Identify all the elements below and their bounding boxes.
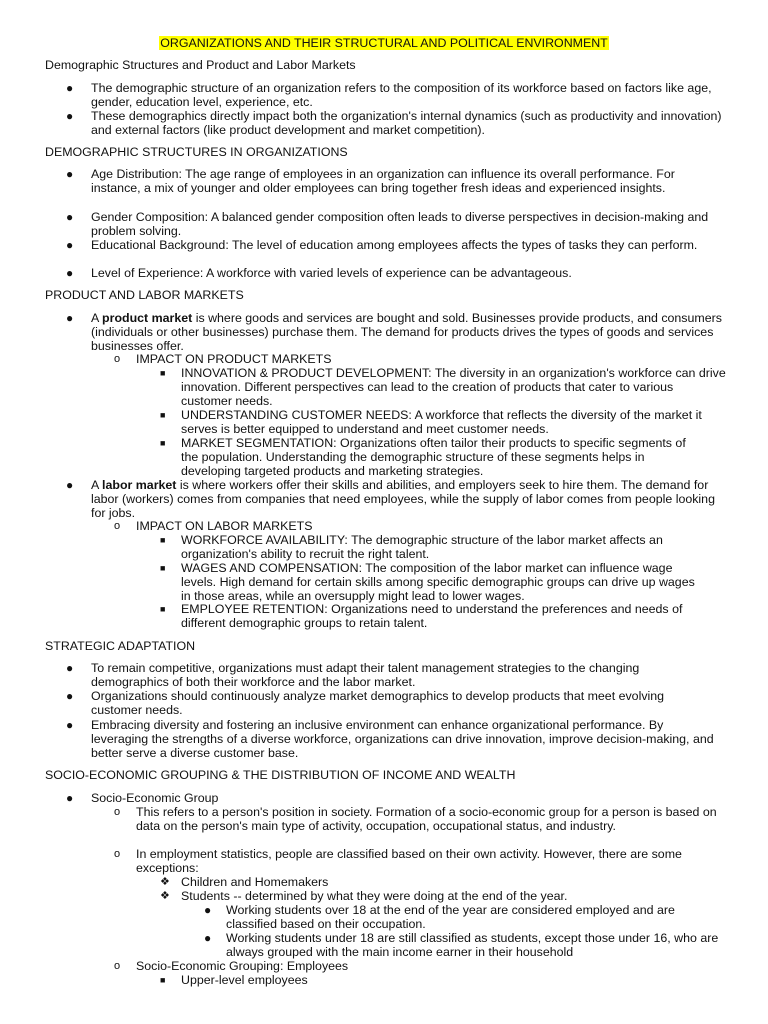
disc-bullet-icon: ● [66, 167, 74, 181]
diamond-bullet-icon: ❖ [160, 890, 170, 902]
term-product-market: product market [102, 311, 193, 325]
disc-bullet-icon: ● [66, 210, 74, 224]
diamond-bullet-icon: ❖ [160, 876, 170, 888]
disc-bullet-icon: ● [66, 109, 74, 123]
document-page: ORGANIZATIONS AND THEIR STRUCTURAL AND POLITICAL ENVIRONMENT Demographic Structures and Product and Labor Markets ● The demographic structure of an organization refers to the composition of its workforce based on factors like age, gender, education level, experience, etc. ● These demographics directly impact both the organization's internal dynamics (such as productivity and innovation) and external factors (like product development and market competition). DEMOGRAPHIC STRUCTURES IN ORGANIZATIONS ● Age Distribution: The age range of employees in an organization can influence its overall performance. For instance, a mix of younger and older employees can bring together fresh ideas and experienced insights. ● Gender Composition: A balanced gender composition often leads to diverse perspectives in decision-making and problem solving. ● Educational Background: The level of education among employees affects the types of tasks they can perform. ● Level of Experience: A workforce with varied levels of experience can be advantageous. PRODUCT AND LABOR MARKETS ● A product market is where goods and services are bought and sold. Businesses provide products, and consumers (individuals or other businesses) purchase them. The demand for products drives the types of goods and services businesses offer. o IMPACT ON PRODUCT MARKETS ■ INNOVATION & PRODUCT DEVELOPMENT: The diversity in an organization's workforce can drive innovation. Different perspectives can lead to the creation of products that cater to various customer needs. ■ UNDERSTANDING CUSTOMER NEEDS: A workforce that reflects the diversity of the market it serves is better equipped to understand and meet customer needs. ■ MARKET SEGMENTATION: Organizations often tailor their products to specific segments of the population. Understanding the demographic structure of these segments helps in developing targeted products and marketing strategies. ● A labor market is where workers offer their skills and abilities, and employers seek to hire them. The demand for labor (workers) comes from companies that need employees, while the supply of labor comes from people looking for jobs. o IMPACT ON LABOR MARKETS ■ WORKFORCE AVAILABILITY: The demographic structure of the labor market affects an organization's ability to recruit the right talent. ■ WAGES AND COMPENSATION: The composition of the labor market can influence wage levels. High demand for certain skills among specific demographic groups can drive up wages in those areas, while an oversupply might lead to lower wages. ■ EMPLOYEE RETENTION: Organizations need to understand the preferences and needs of different demographic groups to retain talent. STRATEGIC ADAPTATION ● To remain competitive, organizations must adapt their talent management strategies to the changing demographics of both their workforce and the labor market. ● Organizations should continuously analyze market demographics to develop products that meet evolving customer needs. ● Embracing diversity and fostering an inclusive environment can enhance organizational performance. By leveraging the strengths of a diverse workforce, organizations can drive innovation, improve decision-making, and better serve a diverse customer base. SOCIO-ECONOMIC GROUPING & THE DISTRIBUTION OF INCOME AND WEALTH ● Socio-Economic Group o This refers to a person's position in society. Formation of a socio-economic group for a person is based on data on the person's main type of activity, occupation, occupational status, and industry. o In employment statistics, people are classified based on their own activity. However, there are some exceptions: ❖ Children and Homemakers ❖ Students -- determined by what they were doing at the end of the year. ● Working students over 18 at the end of the year are considered employed and are classified based on their occupation. ● Working students under 18 are still classified as students, except those under 16, who are always grouped with the main income earner in their household o Socio-Economic Grouping: Employees ■ Upper-level employees [45, 36, 726, 987]
disc-bullet-icon: ● [66, 238, 74, 252]
document-title: ORGANIZATIONS AND THEIR STRUCTURAL AND POLITICAL ENVIRONMENT [160, 36, 608, 50]
square-bullet-icon: ■ [160, 410, 166, 420]
disc-bullet-icon: ● [66, 266, 74, 280]
disc-bullet-icon: ● [204, 931, 212, 945]
square-bullet-icon: ■ [160, 535, 166, 545]
square-bullet-icon: ■ [160, 368, 166, 378]
section-heading-markets: PRODUCT AND LABOR MARKETS [45, 288, 244, 302]
term-labor-market: labor market [102, 478, 177, 492]
circle-bullet-icon: o [114, 848, 121, 860]
section-heading-intro: Demographic Structures and Product and Labor Markets [45, 58, 356, 72]
disc-bullet-icon: ● [66, 661, 74, 675]
square-bullet-icon: ■ [160, 975, 166, 985]
disc-bullet-icon: ● [66, 791, 74, 805]
circle-bullet-icon: o [114, 520, 121, 532]
section-heading-demographic: DEMOGRAPHIC STRUCTURES IN ORGANIZATIONS [45, 145, 348, 159]
disc-bullet-icon: ● [66, 718, 74, 732]
disc-bullet-icon: ● [204, 903, 212, 917]
disc-bullet-icon: ● [66, 689, 74, 703]
circle-bullet-icon: o [114, 806, 121, 818]
circle-bullet-icon: o [114, 353, 121, 365]
section-heading-socio: SOCIO-ECONOMIC GROUPING & THE DISTRIBUTION OF INCOME AND WEALTH [45, 768, 516, 782]
square-bullet-icon: ■ [160, 563, 166, 573]
square-bullet-icon: ■ [160, 438, 166, 448]
section-heading-strategic: STRATEGIC ADAPTATION [45, 639, 196, 653]
disc-bullet-icon: ● [66, 478, 74, 492]
square-bullet-icon: ■ [160, 604, 166, 614]
disc-bullet-icon: ● [66, 311, 74, 325]
disc-bullet-icon: ● [66, 81, 74, 95]
circle-bullet-icon: o [114, 960, 121, 972]
